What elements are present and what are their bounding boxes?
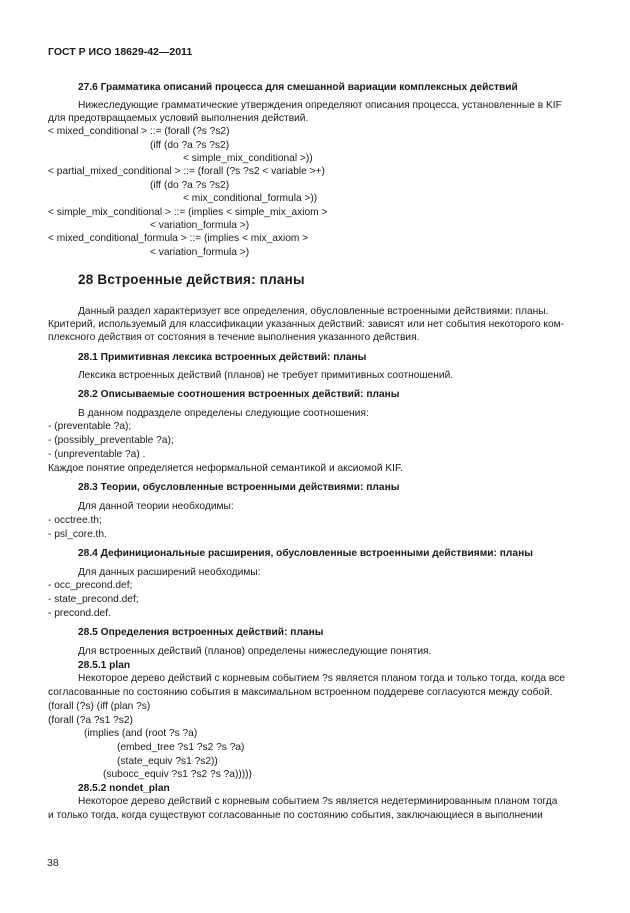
code-line: (state_equiv ?s1 ?s2)) xyxy=(117,756,218,767)
list-item: - precond.def. xyxy=(48,608,111,619)
paragraph-line: Для данной теории необходимы: xyxy=(78,501,234,512)
code-line: (forall (?s) (iff (plan ?s) xyxy=(48,701,151,712)
code-line: < simple_mix_conditional > ::= (implies < simple_mix_axiom > xyxy=(48,207,328,218)
subsection-heading-28-5: 28.5 Определения встроенных действий: планы xyxy=(78,627,324,638)
list-item: - occtree.th; xyxy=(48,515,102,526)
page-number: 38 xyxy=(47,857,59,869)
paragraph-line: Лексика встроенных действий (планов) не требует примитивных соотношений. xyxy=(78,370,454,381)
code-line: < simple_mix_conditional >)) xyxy=(183,153,313,164)
code-line: (subocc_equiv ?s1 ?s2 ?s ?a))))) xyxy=(103,769,252,780)
subsection-heading-28-4: 28.4 Дефинициональные расширения, обусловленные встроенными действиями: планы xyxy=(78,548,533,559)
code-line: (forall (?a ?s1 ?s2) xyxy=(48,715,133,726)
paragraph-line: Для встроенных действий (планов) определены нижеследующие понятия. xyxy=(78,646,432,657)
paragraph-line: В данном подразделе определены следующие соотношения: xyxy=(78,408,369,419)
list-item: - occ_precond.def; xyxy=(48,580,133,591)
paragraph-line: Нижеследующие грамматические утверждения определяют описания процесса, установленные в KIF xyxy=(78,100,562,111)
code-line: < partial_mixed_conditional > ::= (forall (?s ?s2 < variable >+) xyxy=(48,166,325,177)
list-item: - psl_core.th. xyxy=(48,529,107,540)
subsection-heading-28-1: 28.1 Примитивная лексика встроенных действий: планы xyxy=(78,352,367,363)
paragraph-line: Некоторое дерево действий с корневым событием ?s является планом тогда и только тогда, когда все xyxy=(78,673,565,684)
subsection-heading-28-2: 28.2 Описываемые соотношения встроенных действий: планы xyxy=(78,389,400,400)
paragraph-line: Данный раздел характеризует все определения, обусловленные встроенными действиями: планы. xyxy=(78,306,549,317)
subsection-heading-28-5-2: 28.5.2 nondet_plan xyxy=(78,783,170,794)
paragraph-line: Каждое понятие определяется неформальной семантикой и аксиомой KIF. xyxy=(48,463,403,474)
section-title-28: 28 Встроенные действия: планы xyxy=(78,272,305,287)
code-line: (implies (and (root ?s ?a) xyxy=(84,728,198,739)
code-line: < mix_conditional_formula >)) xyxy=(183,193,318,204)
list-item: - state_precond.def; xyxy=(48,594,139,605)
code-line: (iff (do ?a ?s ?s2) xyxy=(150,180,230,191)
list-item: - (possibly_preventable ?a); xyxy=(48,435,174,446)
paragraph-line: и только тогда, когда существуют согласованные по состоянию события, заключающиеся в выполнении xyxy=(48,810,543,821)
document-header: ГОСТ Р ИСО 18629-42—2011 xyxy=(48,46,193,58)
paragraph-line: Некоторое дерево действий с корневым событием ?s является недетерминированным планом тогда xyxy=(78,796,558,807)
list-item: - (unpreventable ?a) . xyxy=(48,449,146,460)
subsection-heading-28-5-1: 28.5.1 plan xyxy=(78,660,131,671)
code-line: (iff (do ?a ?s ?s2) xyxy=(150,140,230,151)
subsection-heading-28-3: 28.3 Теории, обусловленные встроенными действиями: планы xyxy=(78,482,400,493)
section-heading-27-6: 27.6 Грамматика описаний процесса для смешанной вариации комплексных действий xyxy=(78,82,518,93)
paragraph-line: плексного действия от состояния в течение выполнения указанного действия. xyxy=(48,332,420,343)
code-line: < mixed_conditional_formula > ::= (implies < mix_axiom > xyxy=(48,233,309,244)
paragraph-line: Для данных расширений необходимы: xyxy=(78,567,261,578)
list-item: - (preventable ?a); xyxy=(48,421,132,432)
paragraph-line: для предотвращаемых условий выполнения действий. xyxy=(48,113,309,124)
code-line: (embed_tree ?s1 ?s2 ?s ?a) xyxy=(117,742,245,753)
code-line: < variation_formula >) xyxy=(150,220,250,231)
paragraph-line: Критерий, используемый для классификации указанных действий: зависят или нет события некоторого ком- xyxy=(48,319,565,330)
paragraph-line: согласованные по состоянию события в максимальном встроенном поддереве согласуются между собой. xyxy=(48,687,553,698)
code-line: < mixed_conditional > ::= (forall (?s ?s2) xyxy=(48,126,230,137)
code-line: < variation_formula >) xyxy=(150,247,250,258)
